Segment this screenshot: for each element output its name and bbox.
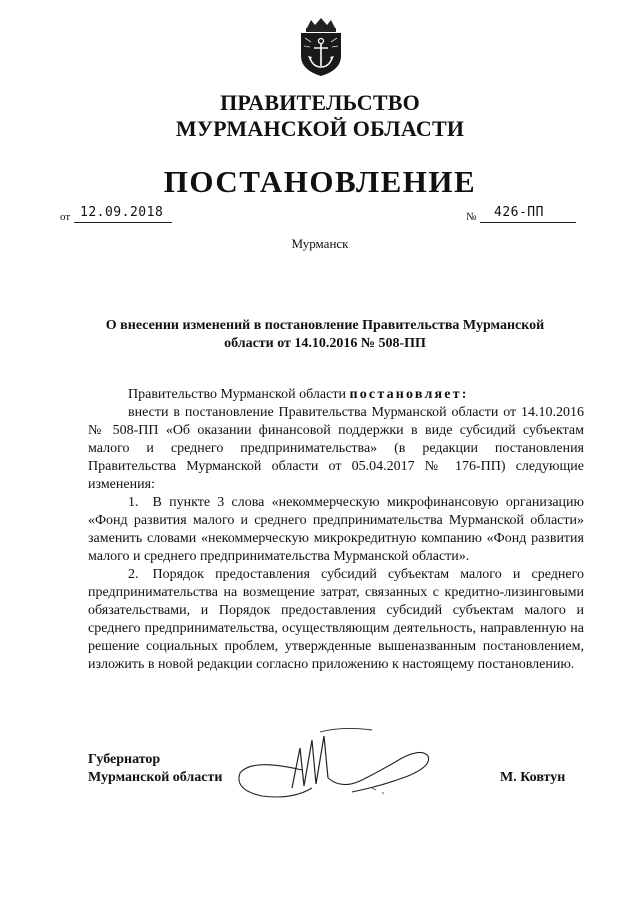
number-underline (480, 222, 576, 223)
paragraph-item2: 2. Порядок предоставления субсидий субъектам малого и среднего предпринимательства на возмещение затрат, связанных с кредитно-лизинговыми обязательствами, и Порядок предоставления субсидий субъектам малого и среднего предпринимательства, осуществляющим деятельность, направленную на решение социальных проблем, утвержденные вышеназванным постановлением, изложить в новой редакции согласно приложению к настоящему постановлению. (88, 567, 584, 672)
paragraph-main: внести в постановление Правительства Мурманской области от 14.10.2016 № 508-ПП «Об оказании финансовой поддержки в виде субсидий субъектам малого и среднего предпринимательства» (в редакции постановления Правительства Мурманской области от 05.04.2017 № 176-ПП) следующие изменения: (88, 405, 584, 492)
signer-title (88, 751, 222, 787)
subject-line1: О внесении изменений в постановление Правительства Мурманской (105, 318, 545, 333)
government-title-line2: МУРМАНСКОЙ ОБЛАСТИ (175, 116, 465, 141)
signer-name: М. Ковтун (500, 770, 566, 785)
document-body (88, 386, 584, 674)
decree-word: постановляет: (349, 387, 469, 402)
city-name: Мурманск (291, 236, 349, 251)
document-date: 12.09.2018 (80, 205, 164, 220)
government-title-line1: ПРАВИТЕЛЬСТВО (220, 90, 420, 115)
date-underline (74, 222, 172, 223)
subject-line2: области от 14.10.2016 № 508-ПП (224, 336, 426, 351)
date-prefix: от (60, 211, 71, 223)
signer-title-line1: Губернатор (88, 752, 161, 767)
document-subject (60, 317, 590, 353)
intro-paragraph (88, 386, 584, 404)
number-prefix: № (466, 211, 477, 223)
document-type: ПОСТАНОВЛЕНИЕ (163, 164, 477, 199)
coat-of-arms-icon (295, 16, 347, 78)
signature-icon (232, 718, 462, 808)
intro-text: Правительство Мурманской области (128, 387, 350, 402)
document-number: 426-ПП (494, 205, 544, 220)
signer-title-line2: Мурманской области (88, 770, 223, 785)
paragraph-item1: 1. В пункте 3 слова «некоммерческую микрофинансовую организацию «Фонд развития малого и среднего предпринимательства Мурманской области» заменить словами «некоммерческую микрокредитную компанию «Фонд развития малого и среднего предпринимательства Мурманской области». (88, 495, 584, 564)
